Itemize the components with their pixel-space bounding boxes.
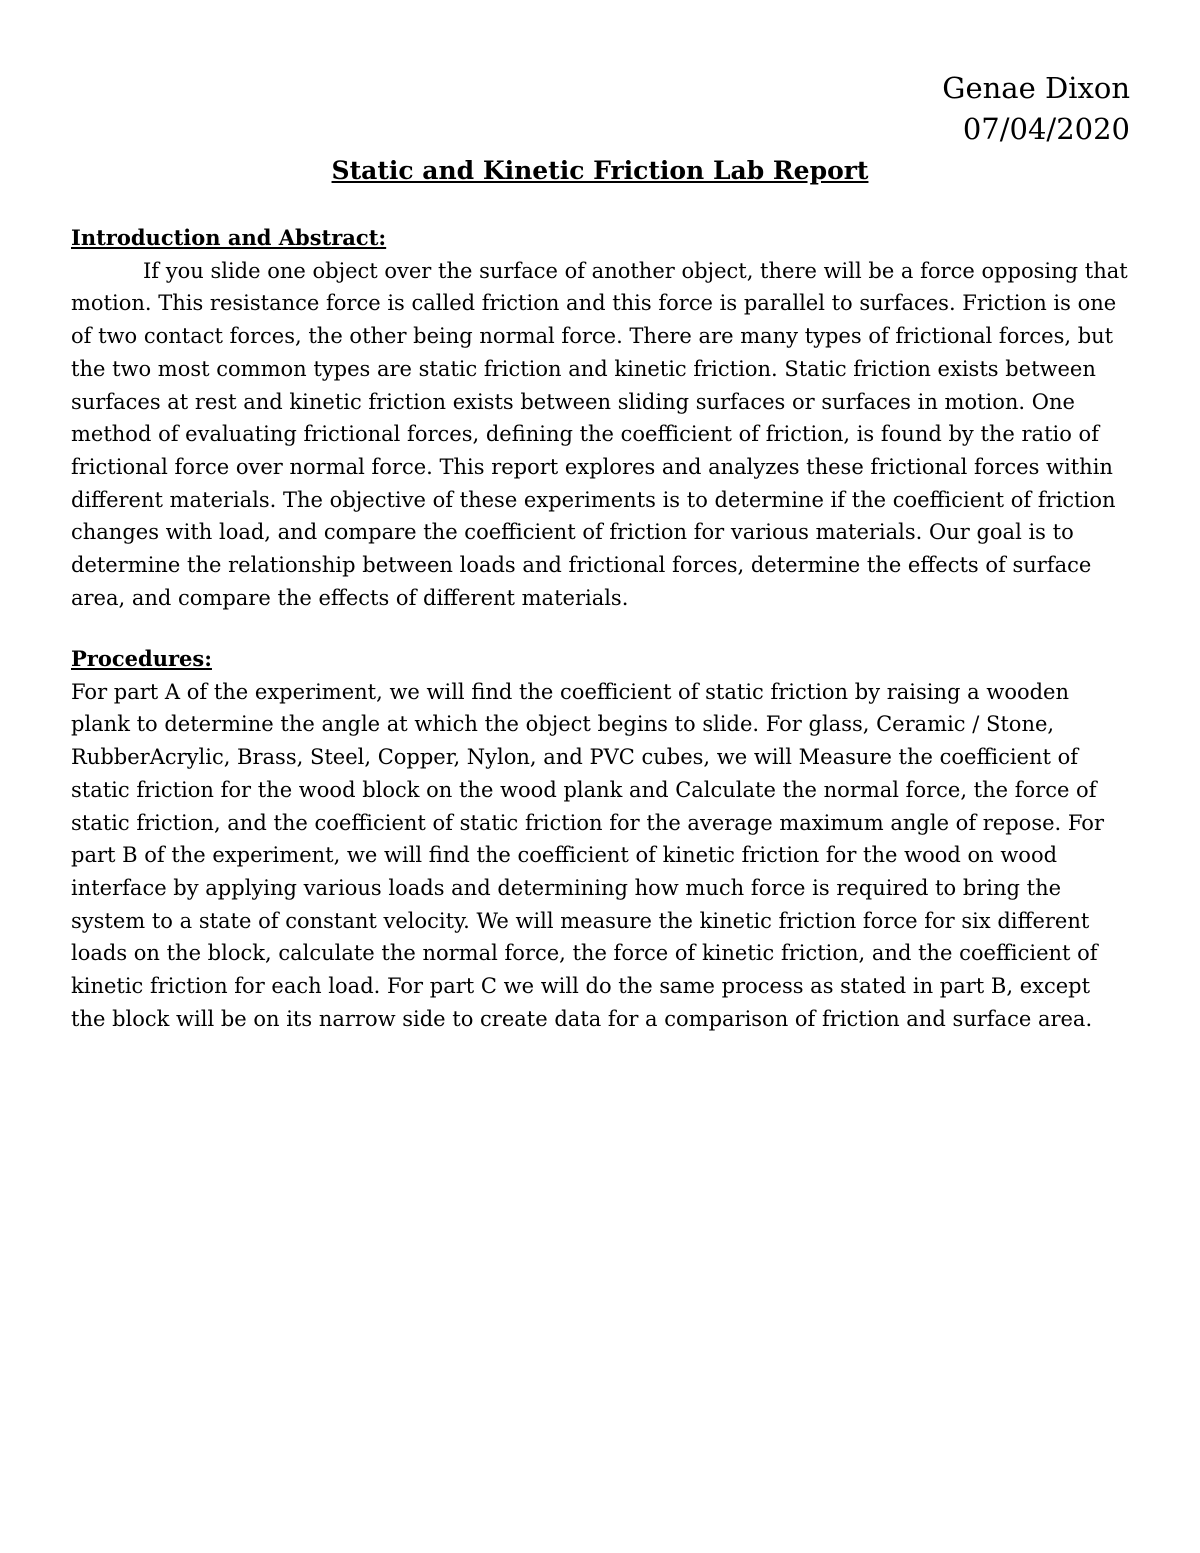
author-name: Genae Dixon	[942, 71, 1130, 105]
procedures-paragraph: For part A of the experiment, we will find the coefficient of static friction by raising a wooden plank to determine the angle at which the object begins to slide. For glass, Ceramic / Stone, RubberAcrylic, Brass, Steel, Copper, Nylon, and PVC cubes, we will Measure the coefficient of static friction for the wood block on the wood plank and Calculate the normal force, the force of static friction, and the coefficient of static friction for the average maximum angle of repose. For part B of the experiment, we will find the coefficient of kinetic friction for the wood on wood interface by applying various loads and determining how much force is required to bring the system to a state of constant velocity. We will measure the kinetic friction force for six different loads on the block, calculate the normal force, the force of kinetic friction, and the coefficient of kinetic friction for each load. For part C we will do the same process as stated in part B, except the block will be on its narrow side to create data for a comparison of friction and surface area.	[71, 679, 1104, 1031]
author-date-block	[942, 68, 1130, 150]
introduction-heading: Introduction and Abstract:	[71, 225, 387, 250]
procedures-heading: Procedures:	[71, 646, 212, 671]
procedures-section	[71, 643, 1131, 1035]
introduction-section	[71, 222, 1131, 614]
document-title: Static and Kinetic Friction Lab Report	[331, 156, 869, 185]
report-date: 07/04/2020	[962, 112, 1130, 146]
introduction-paragraph: If you slide one object over the surface of another object, there will be a force opposing that motion. This resistance force is called friction and this force is parallel to surfaces. Friction is one of two contact forces, the other being normal force. There are many types of frictional forces, but the two most common types are static friction and kinetic friction. Static friction exists between surfaces at rest and kinetic friction exists between sliding surfaces or surfaces in motion. One method of evaluating frictional forces, defining the coefficient of friction, is found by the ratio of frictional force over normal force. This report explores and analyzes these frictional forces within different materials. The objective of these experiments is to determine if the coefficient of friction changes with load, and compare the coefficient of friction for various materials. Our goal is to determine the relationship between loads and frictional forces, determine the effects of surface area, and compare the effects of different materials.	[71, 258, 1128, 610]
